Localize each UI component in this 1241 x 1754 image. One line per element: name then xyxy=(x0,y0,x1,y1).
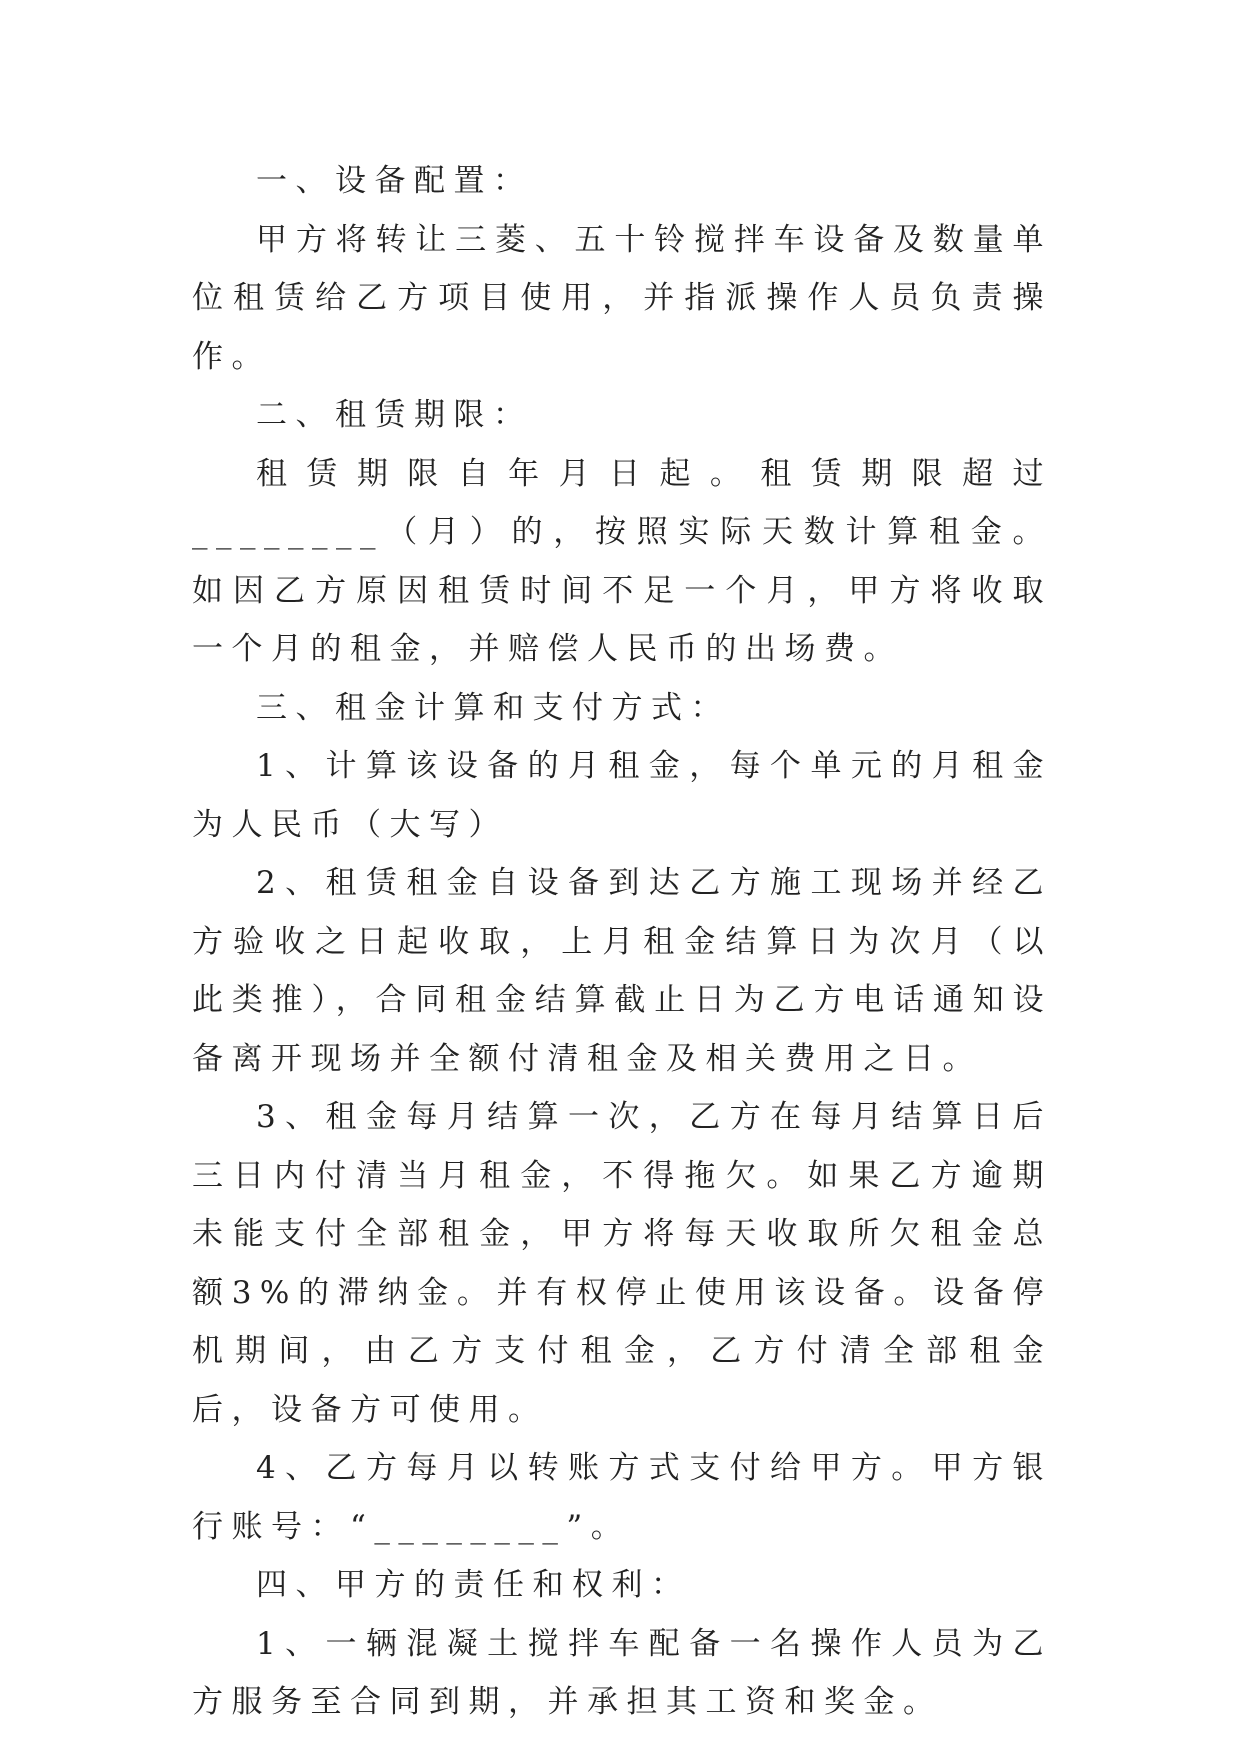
document-body xyxy=(192,152,1052,1732)
paragraph-rent-item-3: 3、租金每月结算一次，乙方在每月结算日后三日内付清当月租金，不得拖欠。如果乙方逾期未能支付全部租金，甲方将每天收取所欠租金总额3%的滞纳金。并有权停止使用该设备。设备停机期间，由乙方支付租金，乙方付清全部租金后，设备方可使用。 xyxy=(192,1099,1052,1428)
paragraph-equipment: 甲方将转让三菱、五十铃搅拌车设备及数量单位租赁给乙方项目使用，并指派操作人员负责操作。 xyxy=(192,221,1052,375)
section-heading-equipment: 一、设备配置： xyxy=(256,163,533,199)
section-heading-lease-term: 二、租赁期限： xyxy=(256,397,533,433)
paragraph-rent-item-4: 4、乙方每月以转账方式支付给甲方。甲方银行账号：“________”。 xyxy=(192,1450,1052,1545)
paragraph-lease-term: 租赁期限自年月日起。租赁期限超过________（月）的，按照实际天数计算租金。如因乙方原因租赁时间不足一个月，甲方将收取一个月的租金，并赔偿人民币的出场费。 xyxy=(192,455,1052,667)
paragraph-party-a-item-1: 1、一辆混凝土搅拌车配备一名操作人员为乙方服务至合同到期，并承担其工资和奖金。 xyxy=(192,1625,1052,1720)
paragraph-rent-item-1: 1、计算该设备的月租金，每个单元的月租金为人民币（大写） xyxy=(192,748,1052,843)
section-heading-rent-payment: 三、租金计算和支付方式： xyxy=(256,689,730,726)
paragraph-rent-item-2: 2、租赁租金自设备到达乙方施工现场并经乙方验收之日起收取，上月租金结算日为次月（以此类推），合同租金结算截止日为乙方电话通知设备离开现场并全额付清租金及相关费用之日。 xyxy=(192,865,1052,1077)
section-heading-party-a-duties: 四、甲方的责任和权利： xyxy=(256,1567,691,1603)
